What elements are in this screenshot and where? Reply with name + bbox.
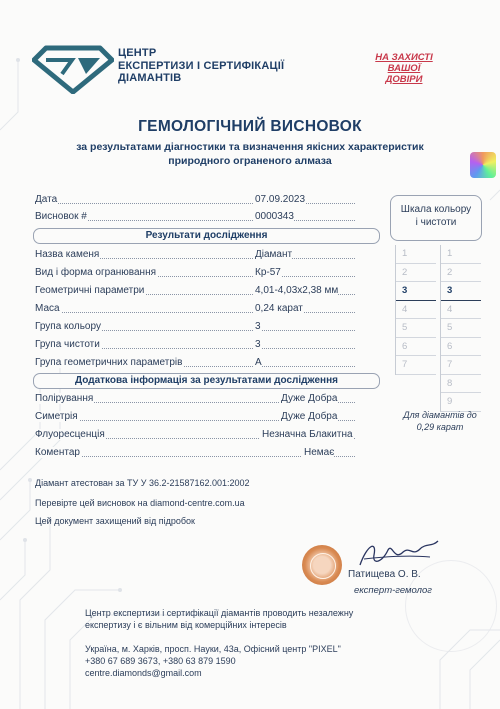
result-row: [35, 303, 355, 317]
color-level: 4: [396, 301, 436, 320]
result-value: 3: [255, 339, 261, 350]
result-value: Діамант: [255, 249, 293, 260]
color-level: 5: [396, 319, 436, 338]
date-label: Дата: [35, 194, 58, 205]
result-value: Кр-57: [255, 267, 281, 278]
color-level: 7: [396, 356, 436, 375]
number-label: Висновок #: [35, 211, 87, 222]
scale-note-line-2: 0,29 карат: [416, 421, 464, 432]
clarity-level-selected: 3: [441, 282, 481, 301]
color-level-selected: 3: [396, 282, 436, 301]
phones: +380 67 689 3673, +380 63 879 1590: [85, 656, 236, 666]
result-row: [35, 285, 355, 299]
signer-role: експерт-гемолог: [354, 585, 432, 596]
additional-row: [35, 429, 355, 443]
additional-label: Флуоресценція: [35, 429, 105, 440]
result-label: Група кольору: [35, 321, 101, 332]
scale-note: [392, 410, 488, 433]
result-label: Вид і форма огранювання: [35, 267, 157, 278]
clarity-level: 5: [441, 319, 481, 338]
color-level: 1: [396, 245, 436, 264]
color-level: 2: [396, 264, 436, 283]
additional-value: Немає: [304, 447, 335, 458]
diamond-logo-icon: [32, 44, 114, 94]
address: Україна, м. Харків, просп. Науки, 43а, Офісний центр "PIXEL": [85, 644, 341, 654]
clarity-level: 2: [441, 264, 481, 283]
clarity-level: 9: [441, 393, 481, 412]
independence-statement: [85, 607, 353, 631]
result-row: [35, 249, 355, 263]
result-label: Маса: [35, 303, 60, 314]
organization-name: [118, 47, 284, 85]
result-value: А: [255, 357, 262, 368]
document-subtitle: [20, 140, 480, 168]
scale-title-box: [390, 195, 482, 241]
clarity-level: 8: [441, 375, 481, 394]
result-row: [35, 321, 355, 335]
scale-title-line-1: Шкала кольору: [400, 204, 472, 215]
additional-value: Дуже Добра: [281, 393, 338, 404]
subtitle-line-2: природного ограненого алмаза: [168, 155, 332, 167]
section-results-title: Результати дослідження: [33, 228, 380, 244]
clarity-scale-column: [440, 245, 481, 412]
independence-line-1: Центр експертизи і сертифікації діамантів проводить незалежну: [85, 608, 354, 618]
clarity-level: 6: [441, 338, 481, 357]
clarity-level: 4: [441, 301, 481, 320]
additional-row: [35, 411, 355, 425]
additional-label: Симетрія: [35, 411, 78, 422]
section-additional-title: Додаткова інформація за результатами дослідження: [33, 373, 380, 389]
scale-title-line-2: і чистоти: [415, 217, 457, 228]
signer-name: Патищева О. В.: [348, 569, 421, 580]
protection-statement: Цей документ захищений від підробок: [35, 516, 195, 526]
org-line-3: ДІАМАНТІВ: [118, 72, 182, 84]
verify-statement: Перевірте цей висновок на diamond-centre.com.ua: [35, 498, 245, 508]
result-value: 3: [255, 321, 261, 332]
result-value: 4,01-4,03х2,38 мм: [255, 285, 339, 296]
number-row: [35, 211, 355, 225]
additional-label: Коментар: [35, 447, 80, 458]
date-row: [35, 194, 355, 208]
email: centre.diamonds@gmail.com: [85, 668, 202, 678]
result-label: Група чистоти: [35, 339, 100, 350]
independence-line-2: експертизу і є вільним від комерційних інтересів: [85, 620, 287, 630]
additional-label: Полірування: [35, 393, 94, 404]
date-value: 07.09.2023: [255, 194, 306, 205]
motto-line-3: ДОВІРИ: [385, 74, 423, 85]
result-row: [35, 267, 355, 281]
motto-line-1: НА ЗАХИСТІ: [375, 52, 433, 63]
additional-row: [35, 393, 355, 407]
clarity-level: 7: [441, 356, 481, 375]
additional-value: Дуже Добра: [281, 411, 338, 422]
org-line-2: ЕКСПЕРТИЗИ І СЕРТИФІКАЦІЇ: [118, 59, 285, 72]
subtitle-line-1: за результатами діагностики та визначення якісних характеристик: [76, 141, 424, 153]
motto-line-2: ВАШОЇ: [387, 63, 421, 74]
org-line-1: ЦЕНТР: [118, 47, 157, 59]
scale-note-line-1: Для діамантів до: [403, 410, 477, 420]
hologram-sticker-icon: [470, 152, 496, 178]
tu-statement: Діамант атестован за ТУ У 36.2-21587162.001:2002: [35, 478, 250, 488]
result-row: [35, 357, 355, 371]
result-value: 0,24 карат: [255, 303, 303, 314]
color-scale-column: [395, 245, 436, 375]
additional-value: Незначна Блакитна: [262, 429, 353, 440]
result-label: Назва каменя: [35, 249, 100, 260]
contacts: [85, 643, 341, 679]
document-title: ГЕМОЛОГІЧНИЙ ВИСНОВОК: [138, 118, 362, 135]
result-row: [35, 339, 355, 353]
motto: [364, 52, 444, 85]
stamp-seal-inner: [310, 553, 336, 579]
clarity-level: 1: [441, 245, 481, 264]
result-label: Група геометричних параметрів: [35, 357, 183, 368]
result-label: Геометричні параметри: [35, 285, 145, 296]
color-level: 6: [396, 338, 436, 357]
number-value: 0000343: [255, 211, 294, 222]
additional-row: [35, 447, 355, 461]
